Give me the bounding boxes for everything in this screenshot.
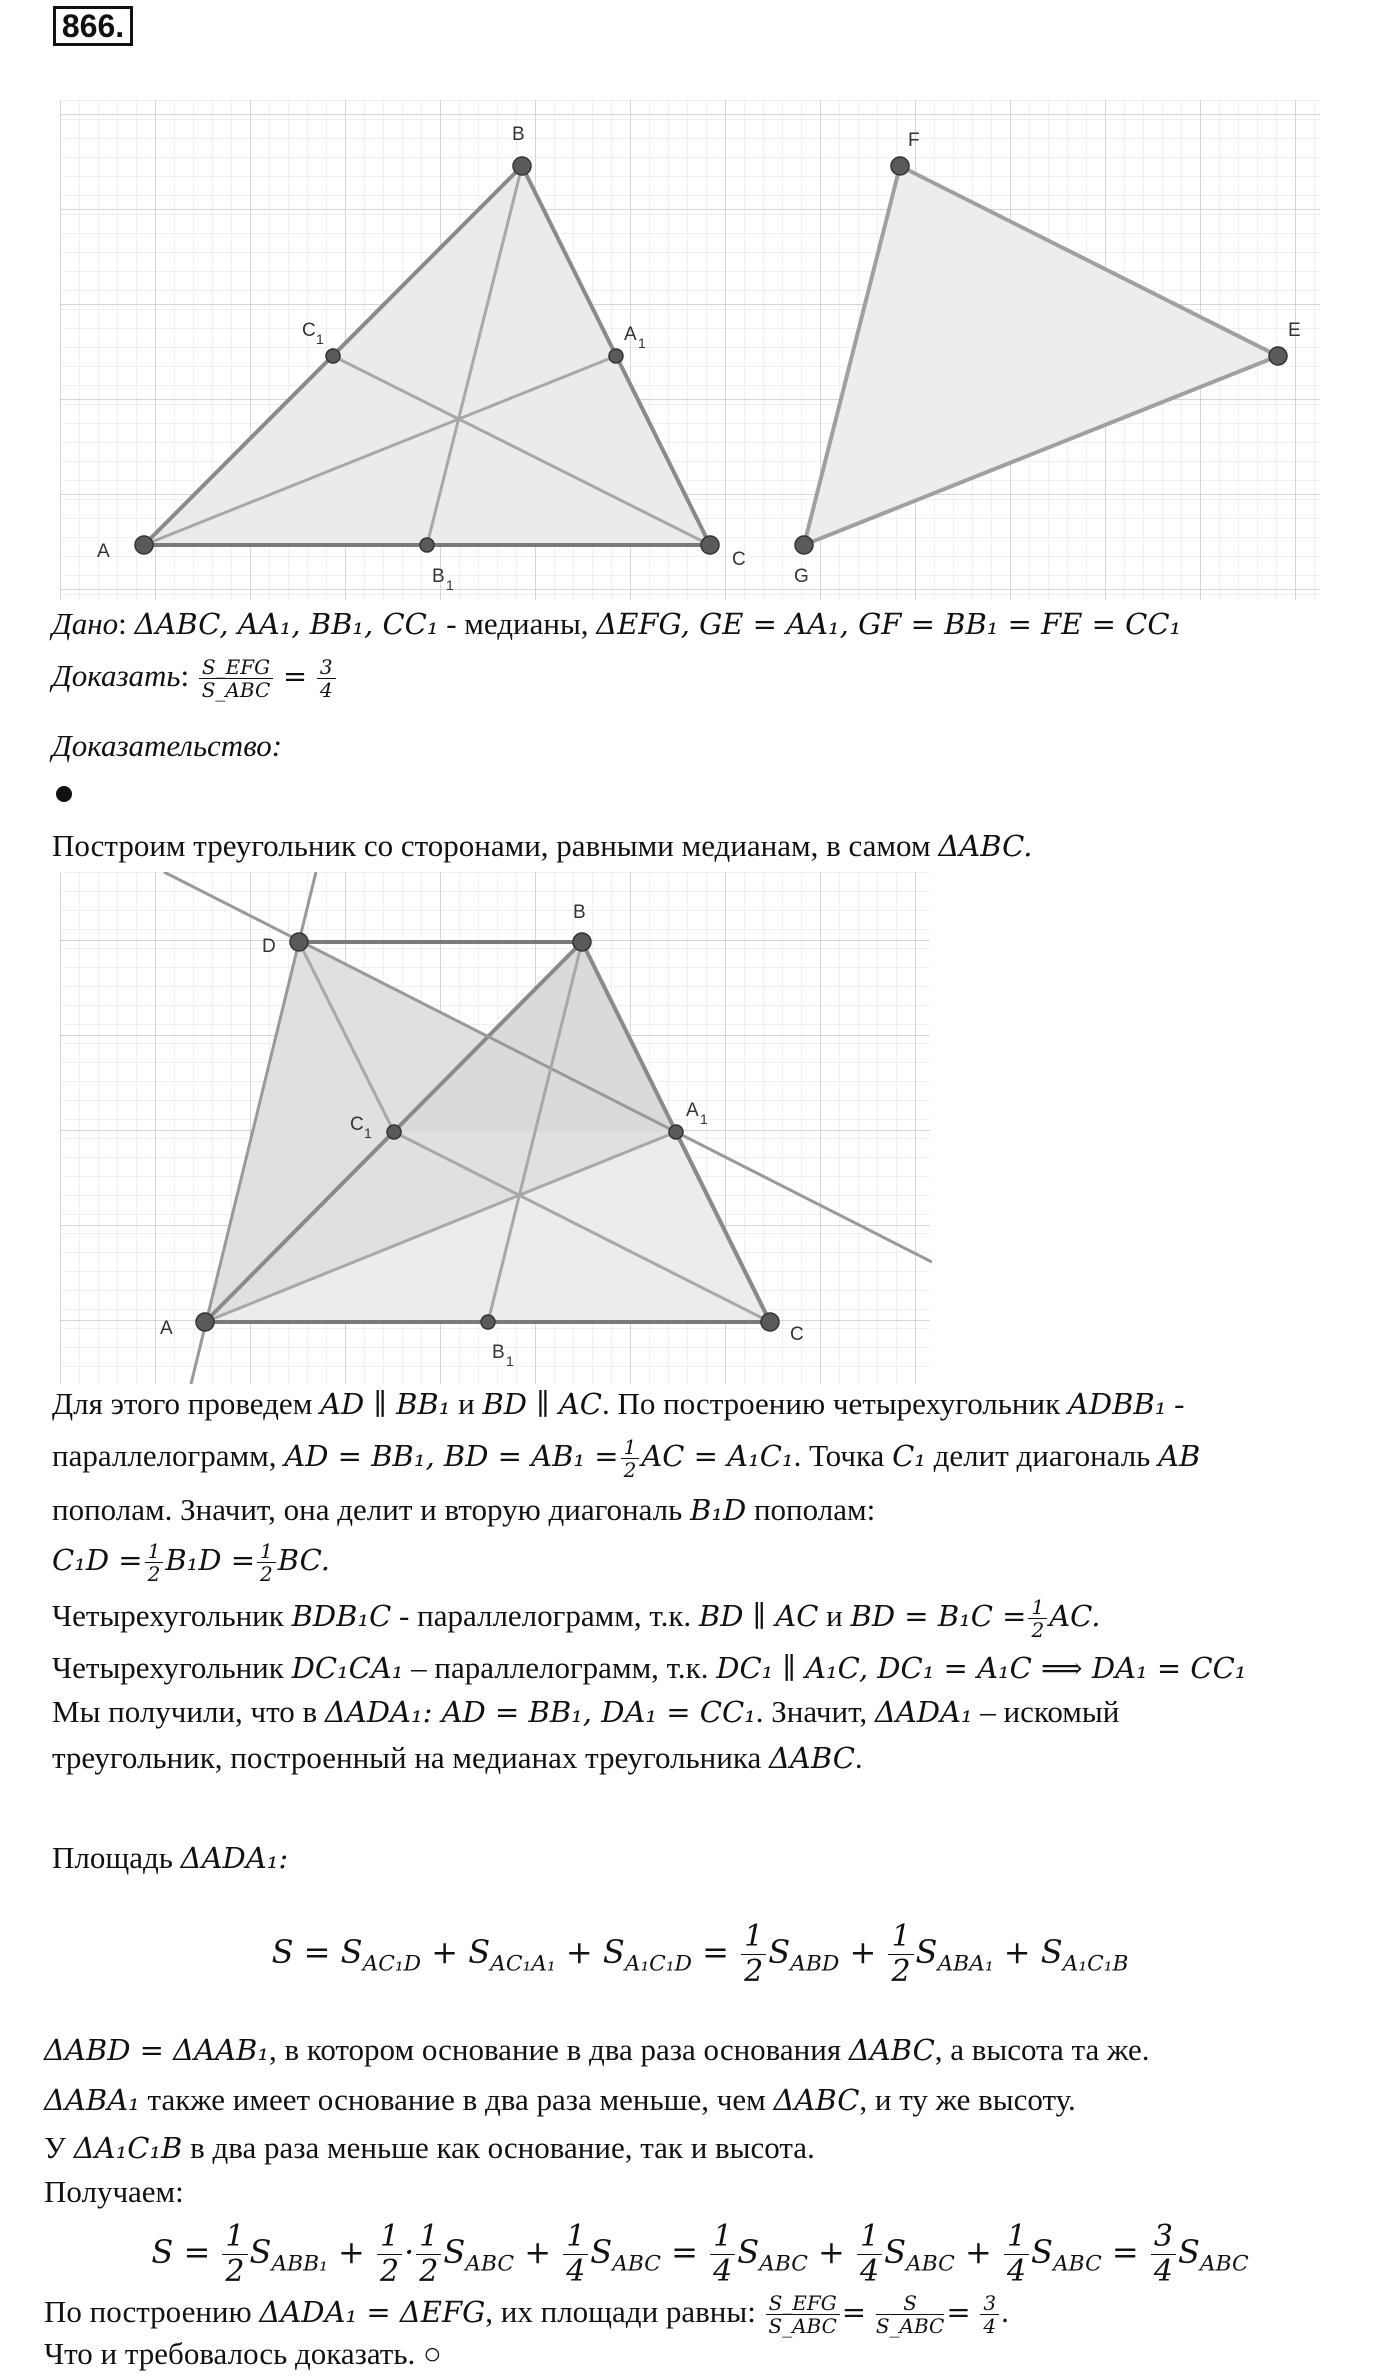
got-label: Получаем: [44, 2174, 184, 2209]
point2-a1 [669, 1125, 683, 1139]
prove-line: Доказать: $\frac{\text{S\_EFG}}{\text{S\_ABC}}$ = $\frac{3}{4}$ [52, 656, 338, 701]
label-c1: C [302, 320, 316, 341]
problem-number: 866. [53, 6, 133, 46]
figure-median-triangle [52, 872, 932, 1384]
para4-line2: треугольник, построенный на медианах треугольника ΔABC. [52, 1740, 863, 1775]
point2-c1 [387, 1125, 401, 1139]
label2-b: B [573, 902, 586, 923]
label2-a: A [160, 1318, 173, 1339]
qed-line: Что и требовалось доказать. ○ [44, 2336, 442, 2371]
label-c: C [732, 549, 746, 570]
line-a1c1b: У ΔA₁C₁B в два раза меньше как основание, так и высота. [44, 2130, 815, 2165]
para1-line4: C₁D = $\frac{1}{2}$ B₁D = $\frac{1}{2}$ BC. [52, 1539, 331, 1587]
line-abd: ΔABD = ΔAAB₁, в котором основание в два раза основания ΔABC, а высота та же. [44, 2032, 1150, 2067]
point2-c [761, 1313, 779, 1331]
para3: Четырехугольник DC₁CA₁ – параллелограмм, т.к. DC₁ ∥ A₁C, DC₁ = A₁C ⟹ DA₁ = CC₁ [52, 1650, 1247, 1685]
proof-label: Доказательство: [52, 728, 283, 763]
label-b1: B [432, 566, 445, 587]
para2: Четырехугольник BDB₁C - параллелограмм, т.к. BD ∥ AC и BD = B₁C = $\frac{1}{2}$ AC. [52, 1595, 1101, 1643]
point-a1 [609, 349, 623, 363]
label2-c: C [790, 1324, 804, 1345]
given-line: Дано: ΔABC, AA₁, BB₁, CC₁ - медианы, ΔEFG, GE = AA₁, GF = BB₁ = FE = CC₁ [52, 606, 1182, 641]
para4-line1: Мы получили, что в ΔADA₁: AD = BB₁, DA₁ = CC₁. Значит, ΔADA₁ – искомый [52, 1694, 1120, 1729]
area-label: Площадь ΔADA₁: [52, 1840, 289, 1875]
label-f: F [908, 130, 920, 151]
label2-b1-sub: 1 [506, 1353, 514, 1369]
label2-c1-sub: 1 [364, 1125, 372, 1141]
construct-line: Построим треугольник со сторонами, равными медианам, в самом ΔABC. [52, 828, 1033, 863]
prove-label: Доказать [52, 658, 181, 693]
prove-rhs: $\frac{3}{4}$ [317, 656, 336, 701]
para1-line2: параллелограмм, AD = BB₁, BD = AB₁ = $\frac{1}{2}$ AC = A₁C₁. Точка C₁ делит диагональ AB [52, 1435, 1201, 1483]
point2-d [290, 933, 308, 951]
formula-result: S = $\frac{1}{2}$ $S_{ABB_1}$ + $\frac{1}{2}$ · $\frac{1}{2}$ $S_{ABC}$ + $\frac{1}{4}$ $S_{ABC}$ = $\frac{1}{4}$ $S_{ABC}$ + $\frac{1}{4}$ $S_{ABC}$ + $\frac{1}{4}$ $S_{ABC}$ = $\frac{3}{4}$ $S_{ABC}$ [151, 2219, 1249, 2289]
label2-d: D [262, 936, 276, 957]
prove-eq: = [282, 659, 308, 693]
label2-c1: C [350, 1114, 364, 1135]
figure-triangles [52, 100, 1330, 600]
point-c [701, 536, 719, 554]
point-b [513, 157, 531, 175]
label-g: G [794, 566, 809, 587]
label2-a1: A [686, 1100, 699, 1121]
point2-b1 [481, 1315, 495, 1329]
given-text: - медианы, [438, 606, 597, 641]
point-e [1269, 347, 1287, 365]
bullet [56, 786, 72, 802]
label-b: B [512, 124, 525, 145]
label2-a1-sub: 1 [700, 1111, 708, 1127]
prove-fraction: $\frac{\text{S\_EFG}}{\text{S\_ABC}}$ [199, 656, 273, 701]
point2-b [573, 933, 591, 951]
label-a1: A [624, 324, 637, 345]
formula-area: $S = S_{AC_1D} + S_{AC_1A_1} + S_{A_1C_1D}$ = $\frac{1}{2}$ $S_{ABD}$ + $\frac{1}{2}$ $S_{ABA_1} + S_{A_1C_1B}$ [271, 1919, 1129, 1989]
label-a: A [97, 541, 110, 562]
label-b1-sub: 1 [446, 577, 454, 593]
label2-b1: B [492, 1342, 505, 1363]
point-c1 [326, 349, 340, 363]
line-aba1: ΔABA₁ также имеет основание в два раза меньше, чем ΔABC, и ту же высоту. [44, 2082, 1076, 2117]
label-c1-sub: 1 [316, 331, 324, 347]
point2-a [196, 1313, 214, 1331]
point-b1 [420, 538, 434, 552]
given-label: Дано [52, 606, 119, 641]
point-f [891, 157, 909, 175]
given-math2: ΔEFG, GE = AA₁, GF = BB₁ = FE = CC₁ [596, 607, 1182, 641]
point-a [135, 536, 153, 554]
para1-line1: Для этого проведем AD ∥ BB₁ и BD ∥ AC. По построению четырехугольник ADBB₁ - [52, 1386, 1185, 1421]
label-e: E [1288, 320, 1301, 341]
label-a1-sub: 1 [638, 335, 646, 351]
point-g [795, 536, 813, 554]
given-math: ΔABC, AA₁, BB₁, CC₁ [134, 607, 439, 641]
para1-line3: пополам. Значит, она делит и вторую диагональ B₁D пополам: [52, 1492, 876, 1527]
final-line: По построению ΔADA₁ = ΔEFG, их площади равны: $\frac{\text{S\_EFG}}{\text{S\_ABC}}$ = $\frac{S}{\text{S\_ABC}}$ = $\frac{3}{4}$ . [44, 2291, 1009, 2339]
